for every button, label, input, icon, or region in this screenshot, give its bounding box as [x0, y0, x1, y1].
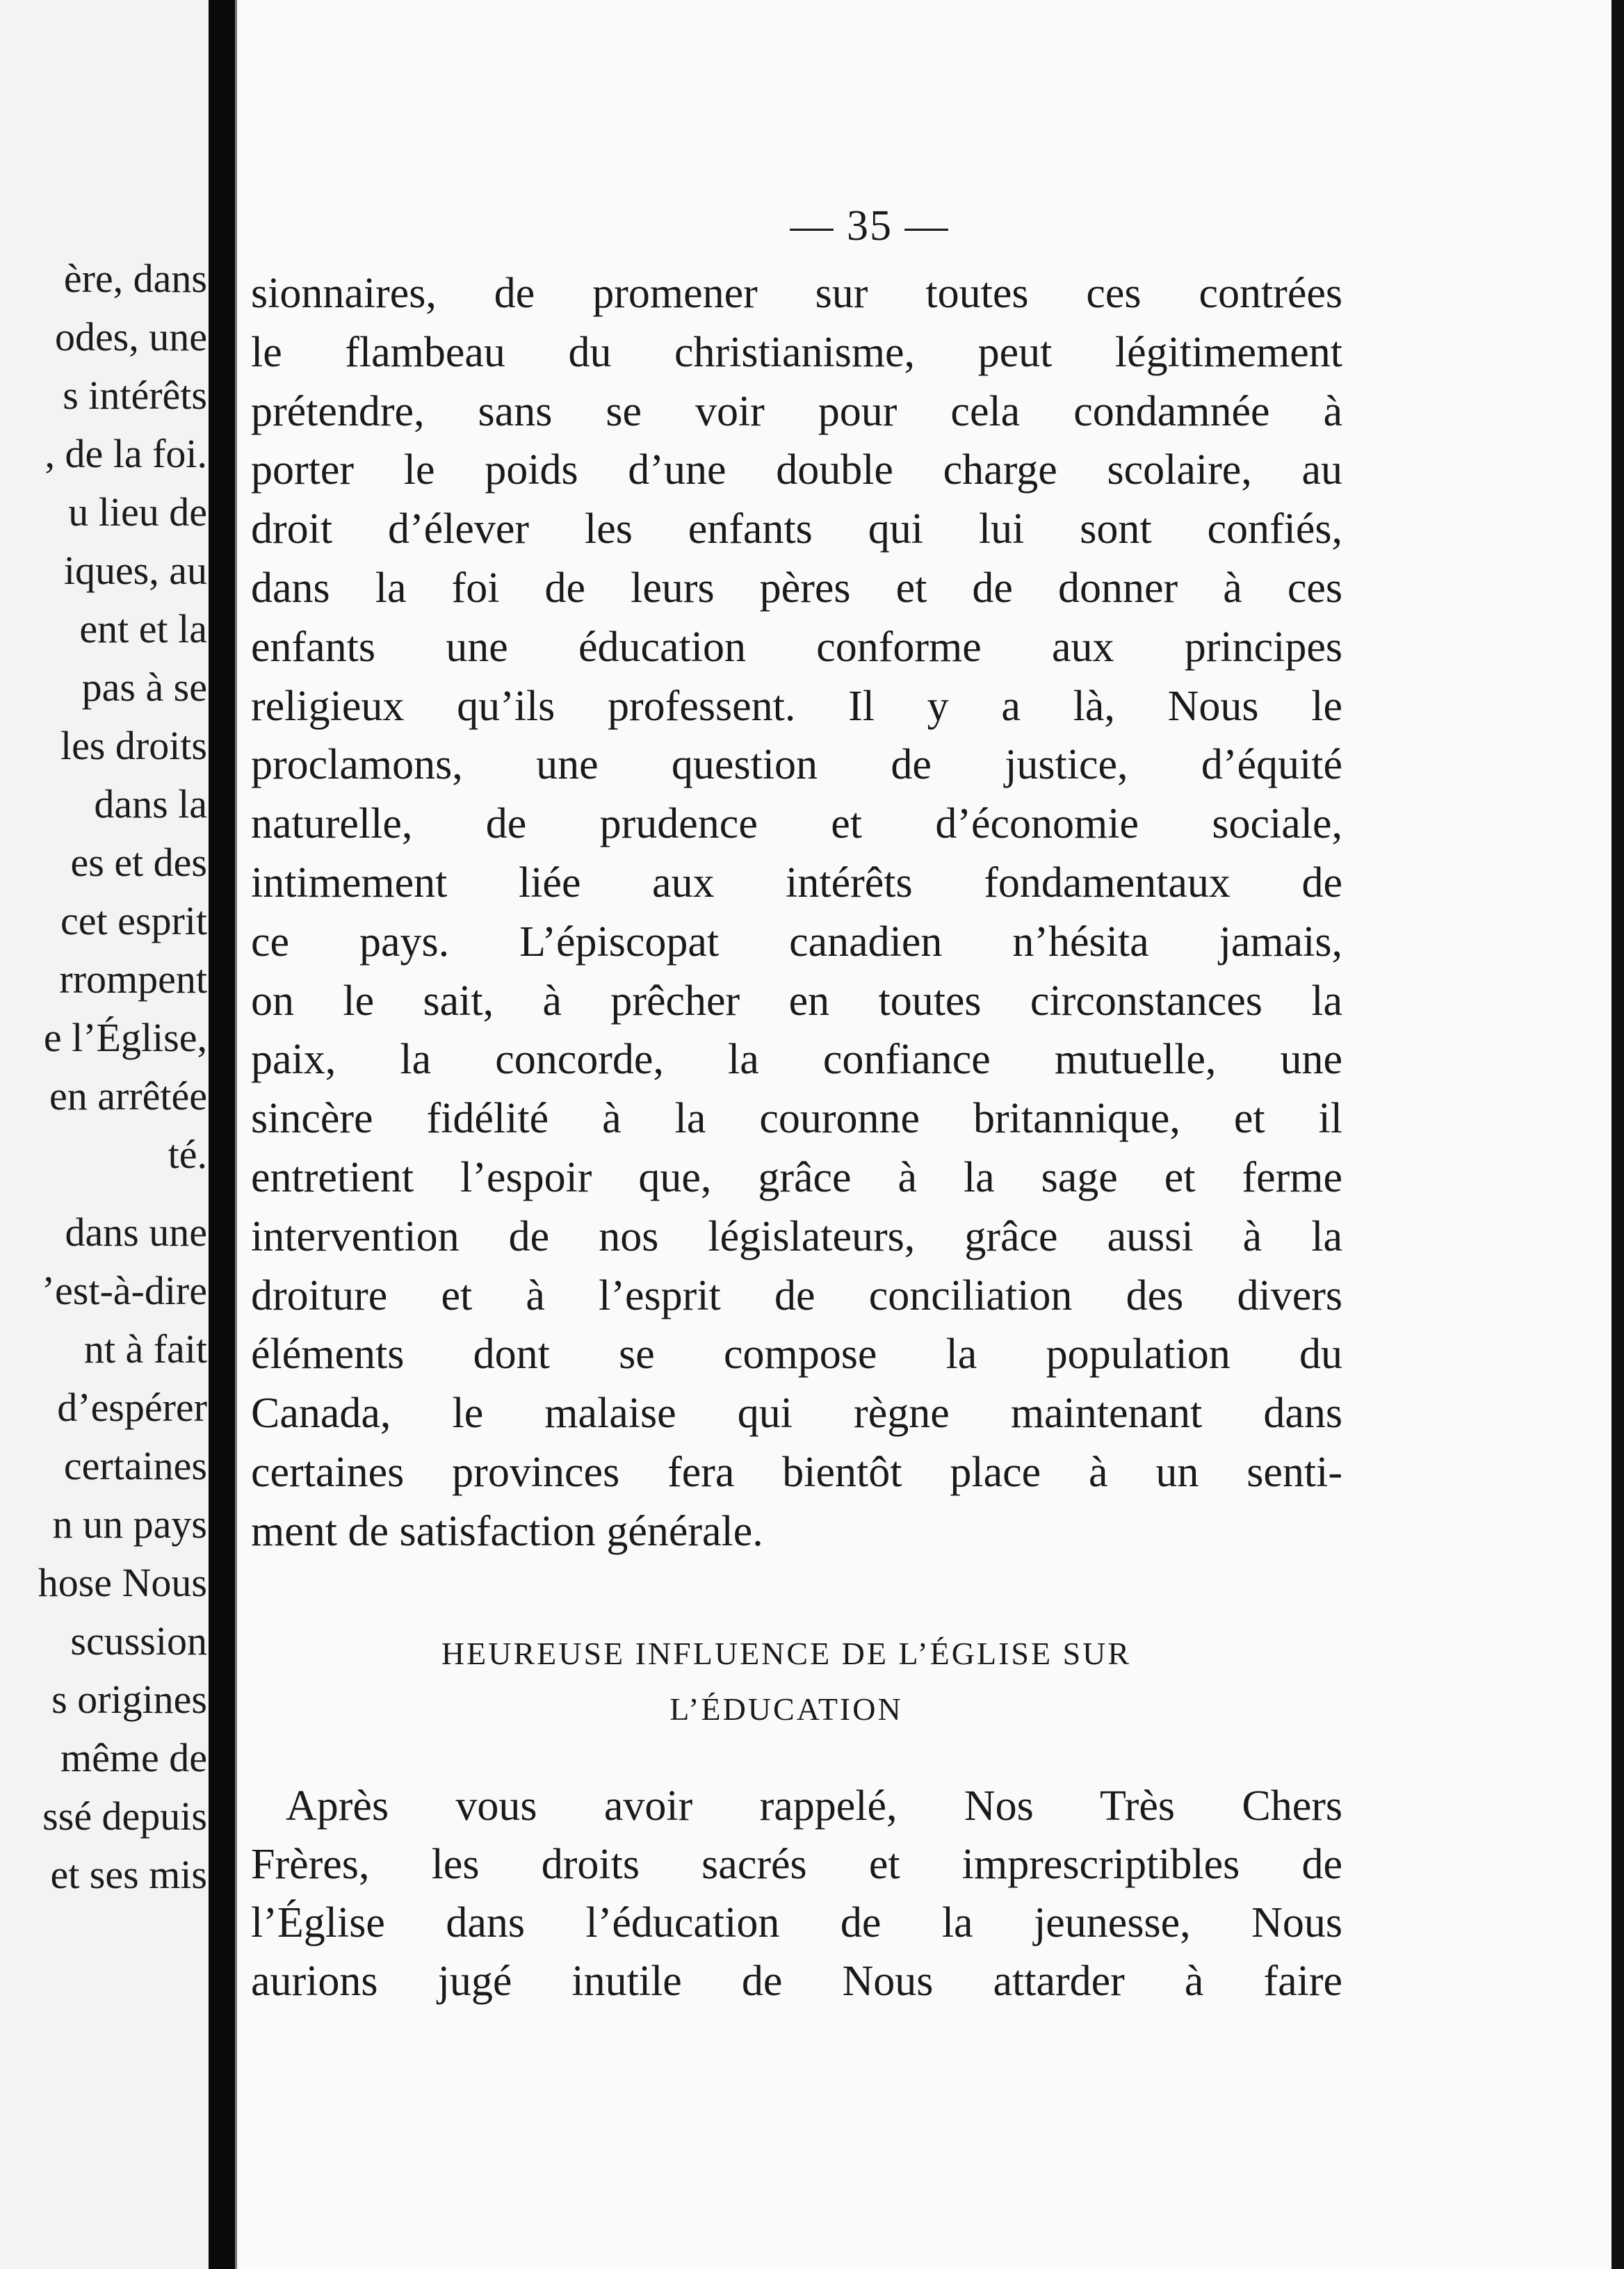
section-heading-line-2: L’ÉDUCATION	[669, 1691, 903, 1727]
left-fragment-line: s intérêts	[63, 373, 207, 418]
left-fragment-line: n un pays	[52, 1502, 207, 1547]
text-line: droiture et à l’esprit de conciliation des divers	[251, 1271, 1342, 1319]
page-number: — 35 —	[790, 202, 950, 250]
text-line: proclamons, une question de justice, d’équité	[251, 741, 1342, 789]
left-fragment-line: s origines	[51, 1677, 207, 1722]
text-line: certaines provinces fera bientôt place à un senti-	[251, 1448, 1342, 1496]
left-fragment-line: dans la	[94, 781, 207, 827]
text-line: enfants une éducation conforme aux principes	[251, 623, 1342, 671]
text-line: dans la foi de leurs pères et de donner à ces	[251, 564, 1342, 612]
text-line: droit d’élever les enfants qui lui sont confiés,	[251, 505, 1342, 553]
text-line: prétendre, sans se voir pour cela condamnée à	[251, 387, 1342, 435]
text-line: sincère fidélité à la couronne britannique, et il	[251, 1095, 1342, 1143]
text-line: Frères, les droits sacrés et imprescriptibles de	[251, 1841, 1342, 1888]
left-fragment-line: dans une	[65, 1210, 207, 1255]
left-fragment-line: en arrêtée	[49, 1073, 207, 1119]
left-fragment-line: et ses mis	[50, 1852, 207, 1897]
left-fragment-line: e l’Église,	[43, 1015, 207, 1060]
left-fragment-line: es et des	[70, 840, 207, 885]
left-fragment-line: , de la foi.	[44, 431, 207, 476]
left-fragment-line: ent et la	[79, 606, 207, 651]
text-line: Après vous avoir rappelé, Nos Très Chers	[286, 1782, 1342, 1830]
left-fragment-line: nt à fait	[83, 1326, 207, 1372]
text-line: aurions jugé inutile de Nous attarder à faire	[251, 1958, 1342, 2005]
page-right-edge	[1611, 0, 1624, 2269]
text-line: religieux qu’ils professent. Il y a là, Nous le	[251, 682, 1342, 730]
book-spine-gutter	[209, 0, 235, 2269]
left-fragment-line: certaines	[63, 1443, 207, 1488]
section-heading-line-1: HEUREUSE INFLUENCE DE L’ÉGLISE SUR	[441, 1636, 1132, 1671]
left-fragment-line: odes, une	[54, 314, 207, 359]
text-line: naturelle, de prudence et d’économie sociale,	[251, 800, 1342, 848]
text-line: éléments dont se compose la population du	[251, 1331, 1342, 1379]
text-line: entretient l’espoir que, grâce à la sage et ferme	[251, 1153, 1342, 1201]
text-line: l’Église dans l’éducation de la jeunesse, Nous	[251, 1899, 1342, 1946]
paragraph-2	[251, 1777, 1342, 2010]
left-fragment-line: rrompent	[59, 957, 207, 1002]
left-fragment-line: les droits	[60, 723, 207, 768]
text-line: ce pays. L’épiscopat canadien n’hésita jamais,	[251, 918, 1342, 966]
text-line: le flambeau du christianisme, peut légitimement	[251, 328, 1342, 376]
left-fragment-line: ssé depuis	[42, 1794, 207, 1839]
text-line: intimement liée aux intérêts fondamentaux de	[251, 859, 1342, 906]
left-fragment-line: iques, au	[63, 548, 207, 593]
text-line: paix, la concorde, la confiance mutuelle, une	[251, 1036, 1342, 1084]
left-fragment-line: ère, dans	[63, 256, 207, 301]
text-line: porter le poids d’une double charge scolaire, au	[251, 446, 1342, 494]
left-fragment-line: ’est-à-dire	[41, 1268, 207, 1313]
left-fragment-line: hose Nous	[38, 1560, 207, 1605]
left-page-fragment	[0, 0, 209, 2269]
left-fragment-line: u lieu de	[68, 489, 207, 535]
left-fragment-line: scussion	[70, 1618, 207, 1664]
text-line: sionnaires, de promener sur toutes ces contrées	[251, 270, 1342, 317]
text-line: ment de satisfaction générale.	[251, 1507, 763, 1555]
paragraph-1	[251, 264, 1342, 1561]
right-page	[235, 0, 1614, 2269]
left-fragment-line: d’espérer	[57, 1385, 207, 1430]
text-line: intervention de nos législateurs, grâce aussi à la	[251, 1212, 1342, 1260]
text-line: on le sait, à prêcher en toutes circonstances la	[251, 977, 1342, 1025]
left-fragment-line: té.	[168, 1132, 207, 1177]
left-fragment-line: pas à se	[81, 665, 207, 710]
left-fragment-line: même de	[60, 1735, 207, 1780]
left-fragment-line: cet esprit	[60, 898, 207, 943]
text-line: Canada, le malaise qui règne maintenant dans	[251, 1390, 1342, 1438]
